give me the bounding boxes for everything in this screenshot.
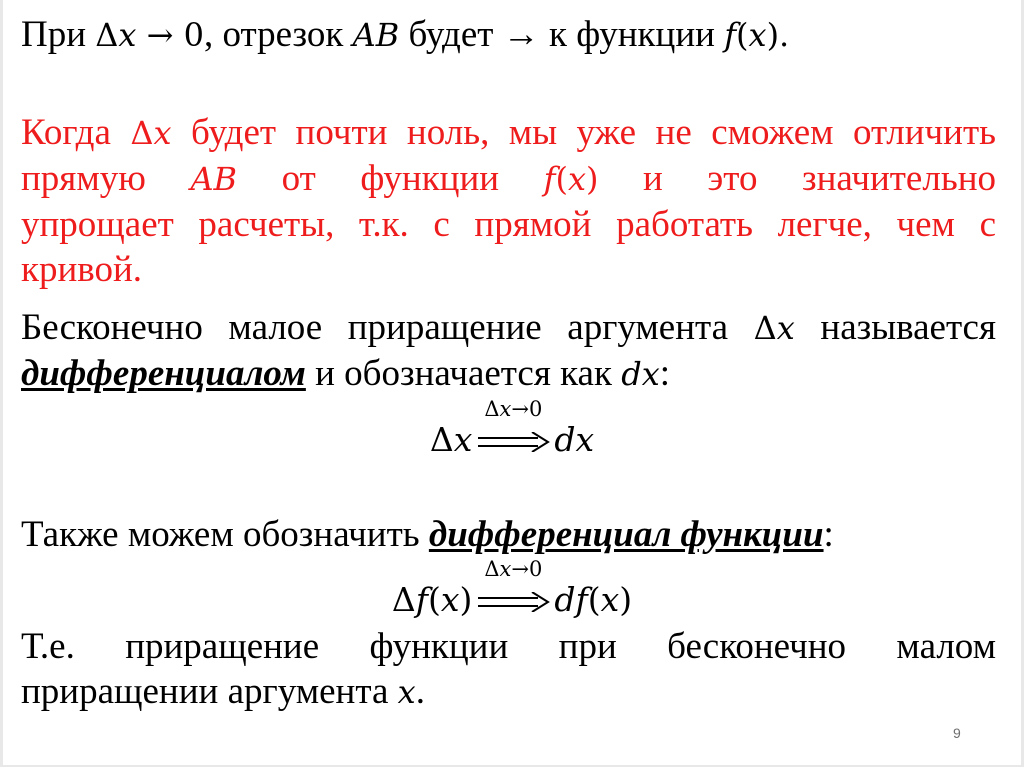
arrow-condition: Δx→0: [484, 397, 543, 421]
definition-line-2: дифференциалом и обозначается как dx:: [21, 353, 671, 394]
term-differential: дифференциалом: [21, 353, 306, 394]
function-differential-statement: Также можем обозначить дифференциал функции:: [21, 514, 834, 555]
long-implies-arrow-icon: [476, 397, 550, 452]
red-line-4: кривой.: [21, 249, 143, 290]
formula-dx: Δx Δx→0 dx: [429, 397, 595, 459]
red-line-1: Когда Δx будет почти ноль, мы уже не сможем отличить: [21, 112, 997, 153]
limit-statement: При Δx → 0, отрезок AB будет → к функции f(x).: [21, 14, 790, 55]
conclusion-line-2: приращении аргумента x.: [21, 671, 425, 712]
conclusion: [21, 624, 996, 715]
red-line-3: упрощает расчеты, т.к. с прямой работать легче, чем с: [21, 204, 996, 245]
conclusion-line-1: Т.е. приращение функции при бесконечно малом: [21, 626, 996, 667]
formula-df: Δf(x) Δx→0 df(x): [391, 557, 633, 619]
red-explanation: [21, 110, 996, 292]
term-function-differential: дифференциал функции: [428, 514, 824, 555]
long-implies-arrow-icon: [476, 557, 550, 612]
red-line-2: прямую AB от функции f(x) и это значительно: [21, 158, 996, 199]
definition-line-1: Бесконечно малое приращение аргумента Δx называется: [21, 307, 996, 348]
arrow-condition: Δx→0: [484, 557, 543, 581]
slide-left-border: [0, 0, 3, 767]
differential-definition: [21, 305, 996, 397]
page-number: 9: [953, 725, 961, 741]
